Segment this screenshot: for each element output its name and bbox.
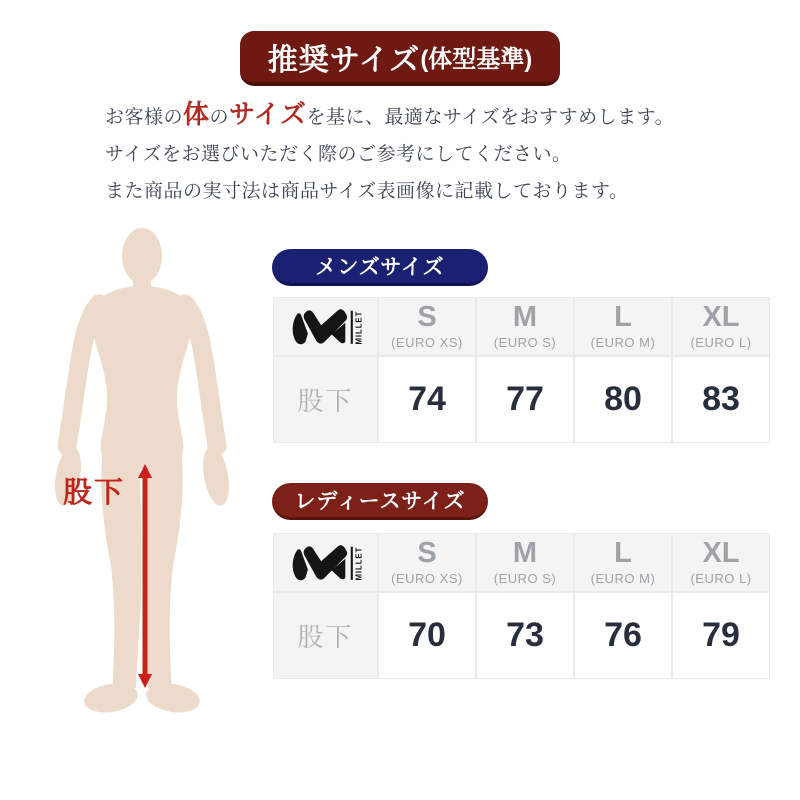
millet-wordmark: MILLET — [354, 310, 364, 344]
intro-line1-emphasis-body: 体 — [183, 99, 210, 129]
intro-line1-pre: お客様の — [105, 107, 184, 128]
millet-logo — [274, 298, 377, 355]
intro-line1-post: を基に、最適なサイズをおすすめします。 — [306, 107, 675, 128]
mens-col-header-s: S (EURO XS) — [379, 298, 475, 355]
mens-inseam-value-xl: 83 — [673, 357, 769, 442]
mens-banner-label: メンズサイズ — [315, 256, 445, 279]
intro-line1-emphasis-size: サイズ — [229, 99, 307, 129]
millet-logo-icon — [288, 540, 364, 586]
womens-banner-label: レディースサイズ — [294, 490, 466, 513]
womens-size-table — [273, 533, 770, 679]
page-title-sub: (体型基準) — [420, 46, 533, 73]
millet-logo-icon — [288, 304, 364, 350]
intro-line1-mid: の — [209, 107, 230, 128]
womens-inseam-value-xl: 79 — [673, 593, 769, 678]
intro-line-1 — [105, 101, 745, 130]
womens-col-header-s: S (EURO XS) — [379, 534, 475, 591]
mens-inseam-value-l: 80 — [575, 357, 671, 442]
womens-inseam-value-s: 70 — [379, 593, 475, 678]
millet-wordmark: MILLET — [354, 546, 364, 580]
womens-size-banner — [272, 483, 488, 520]
mens-size-banner — [272, 249, 488, 286]
intro-line-3: また商品の実寸法は商品サイズ表画像に記載しております。 — [105, 181, 629, 203]
mens-col-header-l: L (EURO M) — [575, 298, 671, 355]
womens-inseam-value-l: 76 — [575, 593, 671, 678]
mens-inseam-value-s: 74 — [379, 357, 475, 442]
page-title: 推奨サイズ — [267, 43, 421, 77]
mens-col-header-m: M (EURO S) — [477, 298, 573, 355]
womens-col-header-m: M (EURO S) — [477, 534, 573, 591]
womens-row-label-inseam: 股下 — [274, 593, 377, 678]
title-banner — [240, 31, 560, 86]
intro-line-2: サイズをお選びいただく際のご参考にしてください。 — [105, 144, 572, 166]
womens-inseam-value-m: 73 — [477, 593, 573, 678]
mens-inseam-value-m: 77 — [477, 357, 573, 442]
intro-text — [105, 101, 745, 216]
mens-size-table — [273, 297, 770, 443]
mens-row-label-inseam: 股下 — [274, 357, 377, 442]
mens-col-header-xl: XL (EURO L) — [673, 298, 769, 355]
millet-logo — [274, 534, 377, 591]
womens-col-header-xl: XL (EURO L) — [673, 534, 769, 591]
inseam-label: 股下 — [63, 477, 126, 509]
womens-col-header-l: L (EURO M) — [575, 534, 671, 591]
